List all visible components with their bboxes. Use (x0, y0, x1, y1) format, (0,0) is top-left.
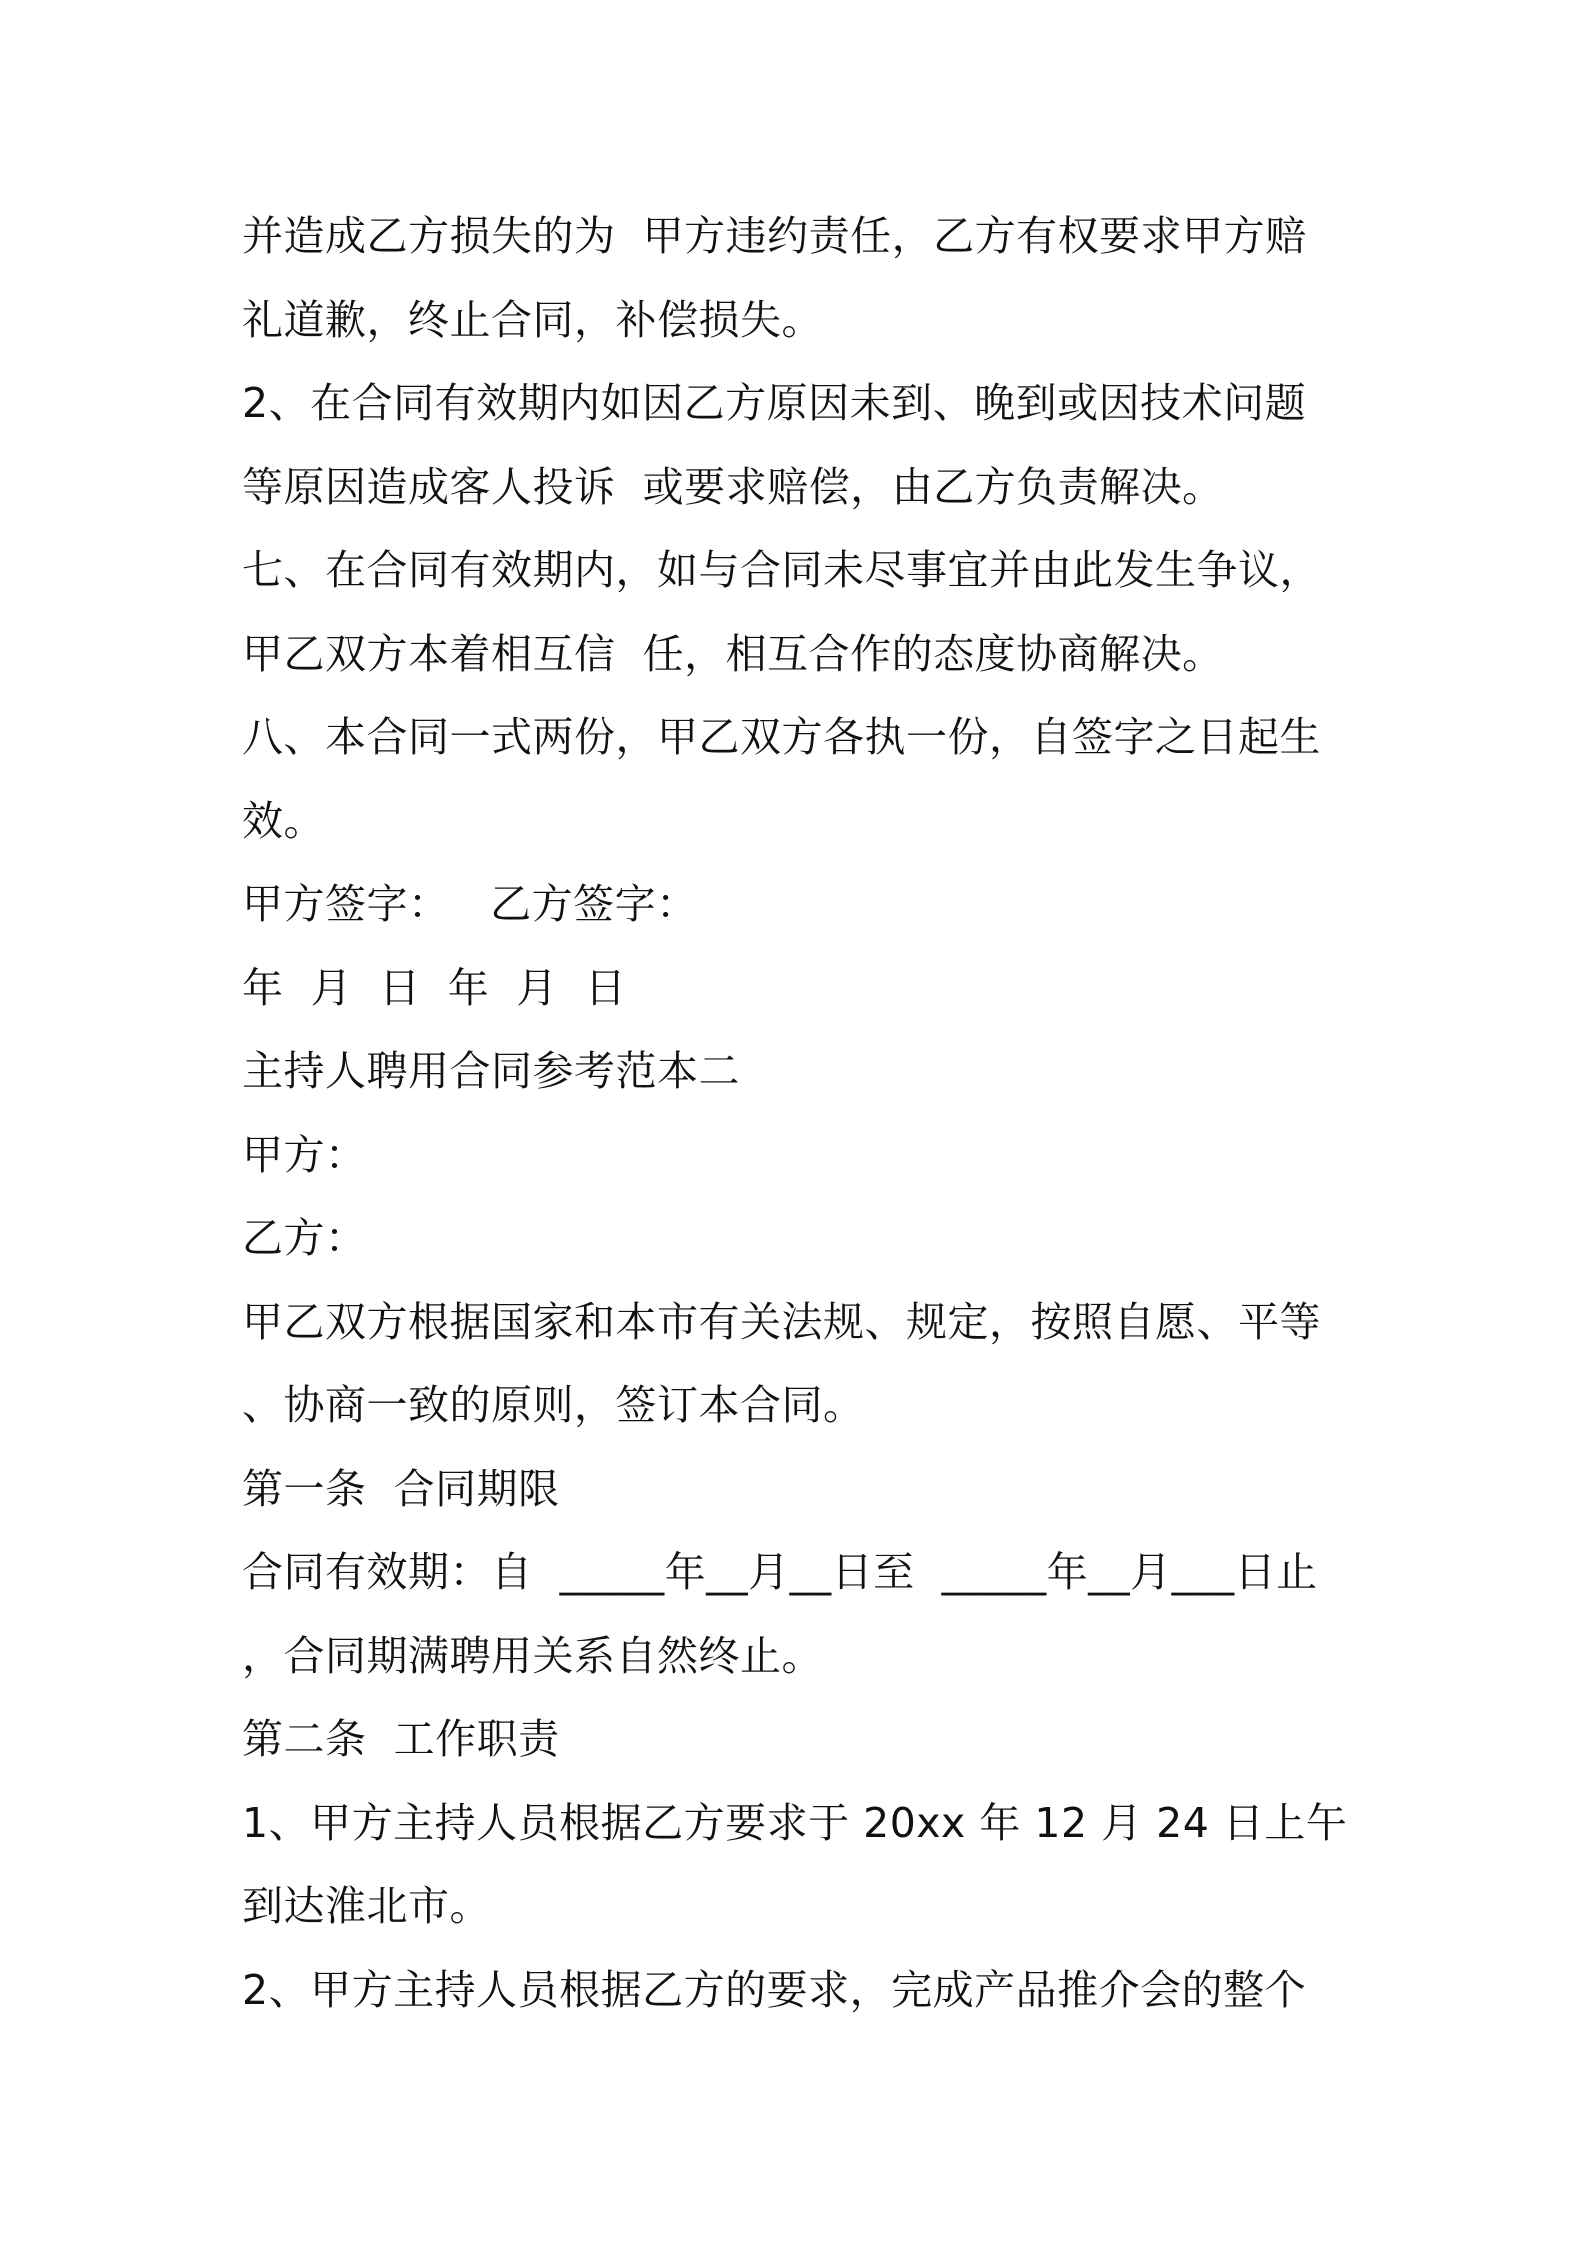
text-line: 合同有效期：自 _____年__月__日至 _____年__月___日止 (242, 1548, 1318, 1596)
text-line: 甲乙双方根据国家和本市有关法规、规定，按照自愿、平等 (242, 1297, 1321, 1346)
text-line: 1、甲方主持人员根据乙方要求于 20xx 年 12 月 24 日上午 (242, 1798, 1348, 1847)
text-line: 并造成乙方损失的为 甲方违约责任，乙方有权要求甲方赔 (242, 212, 1307, 260)
article-heading: 第一条 合同期限 (242, 1464, 560, 1513)
text-line: 甲乙双方本着相互信 任，相互合作的态度协商解决。 (242, 629, 1224, 678)
text-line: 七、在合同有效期内，如与合同未尽事宜并由此发生争议， (242, 546, 1321, 594)
signature-line: 甲方签字： 乙方签字： (242, 880, 698, 928)
text-line: 2、在合同有效期内如因乙方原因未到、晚到或因技术问题 (242, 379, 1307, 427)
text-line: 八、本合同一式两份，甲乙双方各执一份，自签字之日起生 (242, 713, 1321, 761)
party-b-label: 乙方： (242, 1214, 367, 1262)
text-line: 效。 (242, 796, 325, 845)
text-line: 等原因造成客人投诉 或要求赔偿，由乙方负责解决。 (242, 462, 1224, 511)
text-line: 、协商一致的原则，签订本合同。 (242, 1381, 865, 1429)
text-line: 到达淮北市。 (242, 1882, 491, 1930)
article-heading: 第二条 工作职责 (242, 1715, 560, 1763)
date-line: 年 月 日 年 月 日 (242, 963, 627, 1012)
text-line: 礼道歉，终止合同，补偿损失。 (242, 295, 823, 344)
section-title: 主持人聘用合同参考范本二 (242, 1047, 740, 1095)
party-a-label: 甲方： (242, 1130, 367, 1179)
text-line: ，合同期满聘用关系自然终止。 (242, 1631, 823, 1680)
document-body (242, 195, 1362, 2032)
text-line: 2、甲方主持人员根据乙方的要求，完成产品推介会的整个 (242, 1965, 1307, 2014)
